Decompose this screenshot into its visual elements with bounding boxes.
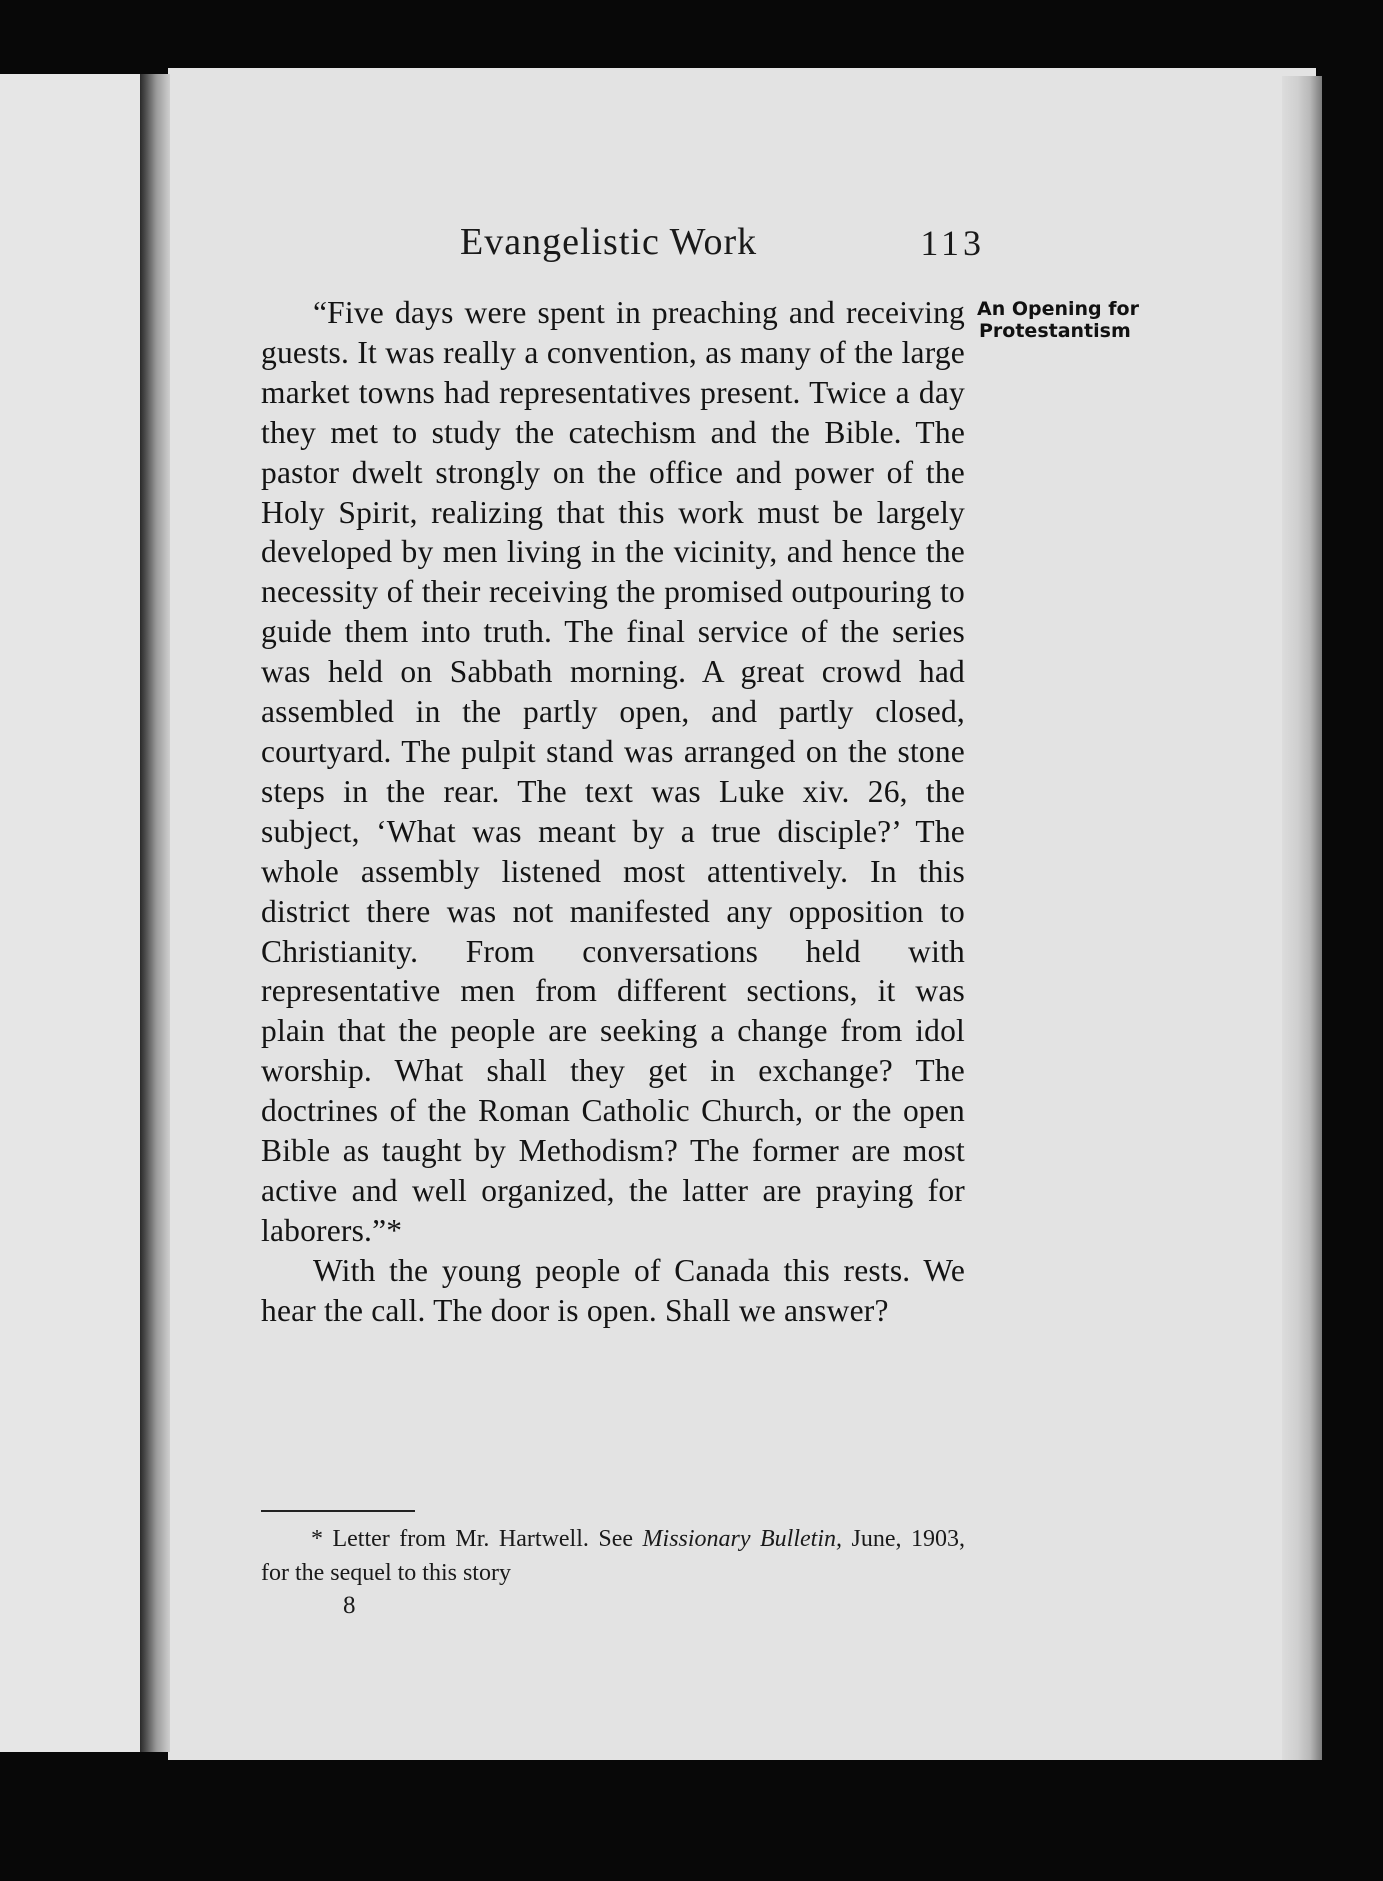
margin-note-line-2: Protestantism: [979, 320, 1131, 342]
running-head: [455, 220, 985, 270]
margin-note: [977, 298, 1147, 342]
paragraph-closing: With the young people of Canada this rests. We hear the call. The door is open. Shall we answer?: [261, 1252, 965, 1328]
footnote-prefix: * Letter from Mr. Hartwell. See: [311, 1526, 643, 1552]
footnote: [261, 1522, 965, 1590]
page-number: 113: [920, 223, 985, 263]
book-gutter: [140, 74, 170, 1752]
signature-mark: 8: [343, 1592, 356, 1619]
left-facing-page: [0, 74, 143, 1752]
body-text: [261, 293, 965, 1331]
footnote-suffix: June, 1903, for the sequel to this story: [261, 1526, 965, 1586]
footnote-publication-title: Missionary Bulletin,: [642, 1526, 843, 1552]
running-head-title: Evangelistic Work: [460, 221, 758, 263]
page-edge-shadow: [1282, 76, 1322, 1760]
margin-note-line-1: An Opening for: [977, 298, 1139, 320]
footnote-rule: [261, 1510, 415, 1512]
paragraph-quotation: “Five days were spent in preaching and receiving guests. It was really a convention, as many of the large market towns had representatives present. Twice a day they met to study the catechism and the Bible. The pastor dwelt strongly on the office and power of the Holy Spirit, realizing that this work must be largely developed by men living in the vicinity, and hence the necessity of their receiving the promised outpouring to guide them into truth. The final service of the series was held on Sabbath morning. A great crowd had assembled in the partly open, and partly closed, courtyard. The pulpit stand was arranged on the stone steps in the rear. The text was Luke xiv. 26, the subject, ‘What was meant by a true disciple?’ The whole assembly listened most attentively. In this district there was not manifested any opposition to Christianity. From conversations held with representative men from different sections, it was plain that the people are seeking a change from idol worship. What shall they get in exchange? The doctrines of the Roman Catholic Church, or the open Bible as taught by Methodism? The former are most active and well organized, the latter are praying for laborers.”*: [261, 295, 965, 1248]
